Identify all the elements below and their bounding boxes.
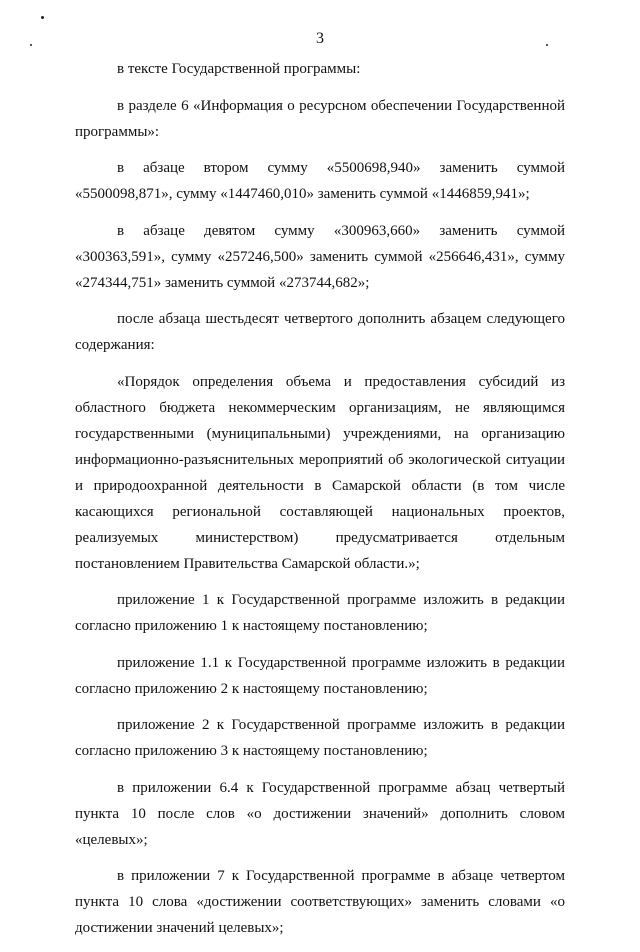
paragraph: в разделе 6 «Информация о ресурсном обеспечении Государственной программы»: bbox=[75, 97, 565, 140]
paragraph: в абзаце девятом сумму «300963,660» заменить суммой «300363,591», сумму «257246,500» заменить суммой «256646,431», сумму «274344,751» заменить суммой «273744,682»; bbox=[75, 222, 565, 291]
page-number: 3 bbox=[316, 30, 324, 47]
paragraph: после абзаца шестьдесят четвертого дополнить абзацем следующего содержания: bbox=[75, 311, 565, 353]
paragraph: в приложении 7 к Государственной программе в абзаце четвертом пункта 10 слова «достижении соответствующих» заменить словами «о достижении значений целевых»; bbox=[75, 868, 565, 936]
paragraph: «Порядок определения объема и предоставления субсидий из областного бюджета некоммерческим организациям, не являющимся государственными (муниципальными) учреждениями, на организацию информационно-разъяснительных мероприятий об экологической ситуации и природоохранной деятельности в Самарской области (в том числе касающихся региональной составляющей национальных проектов, реализуемых министерством) предусматривается отдельным постановлением Правительства Самарской области.»; bbox=[75, 373, 565, 572]
paragraph: приложение 1.1 к Государственной программе изложить в редакции согласно приложению 2 к настоящему постановлению; bbox=[75, 654, 565, 697]
paragraph: в абзаце втором сумму «5500698,940» заменить суммой «5500098,871», сумму «1447460,010» заменить суммой «1446859,941»; bbox=[75, 160, 565, 202]
paragraph: приложение 1 к Государственной программе изложить в редакции согласно приложению 1 к настоящему постановлению; bbox=[75, 592, 565, 634]
paragraph: в тексте Государственной программы: bbox=[117, 61, 361, 77]
paragraph: приложение 2 к Государственной программе изложить в редакции согласно приложению 3 к настоящему постановлению; bbox=[75, 717, 565, 759]
document-body bbox=[75, 56, 565, 952]
paragraph: в приложении 6.4 к Государственной программе абзац четвертый пункта 10 после слов «о достижении значений» дополнить словом «целевых»; bbox=[75, 779, 565, 848]
scan-speck bbox=[41, 16, 44, 19]
